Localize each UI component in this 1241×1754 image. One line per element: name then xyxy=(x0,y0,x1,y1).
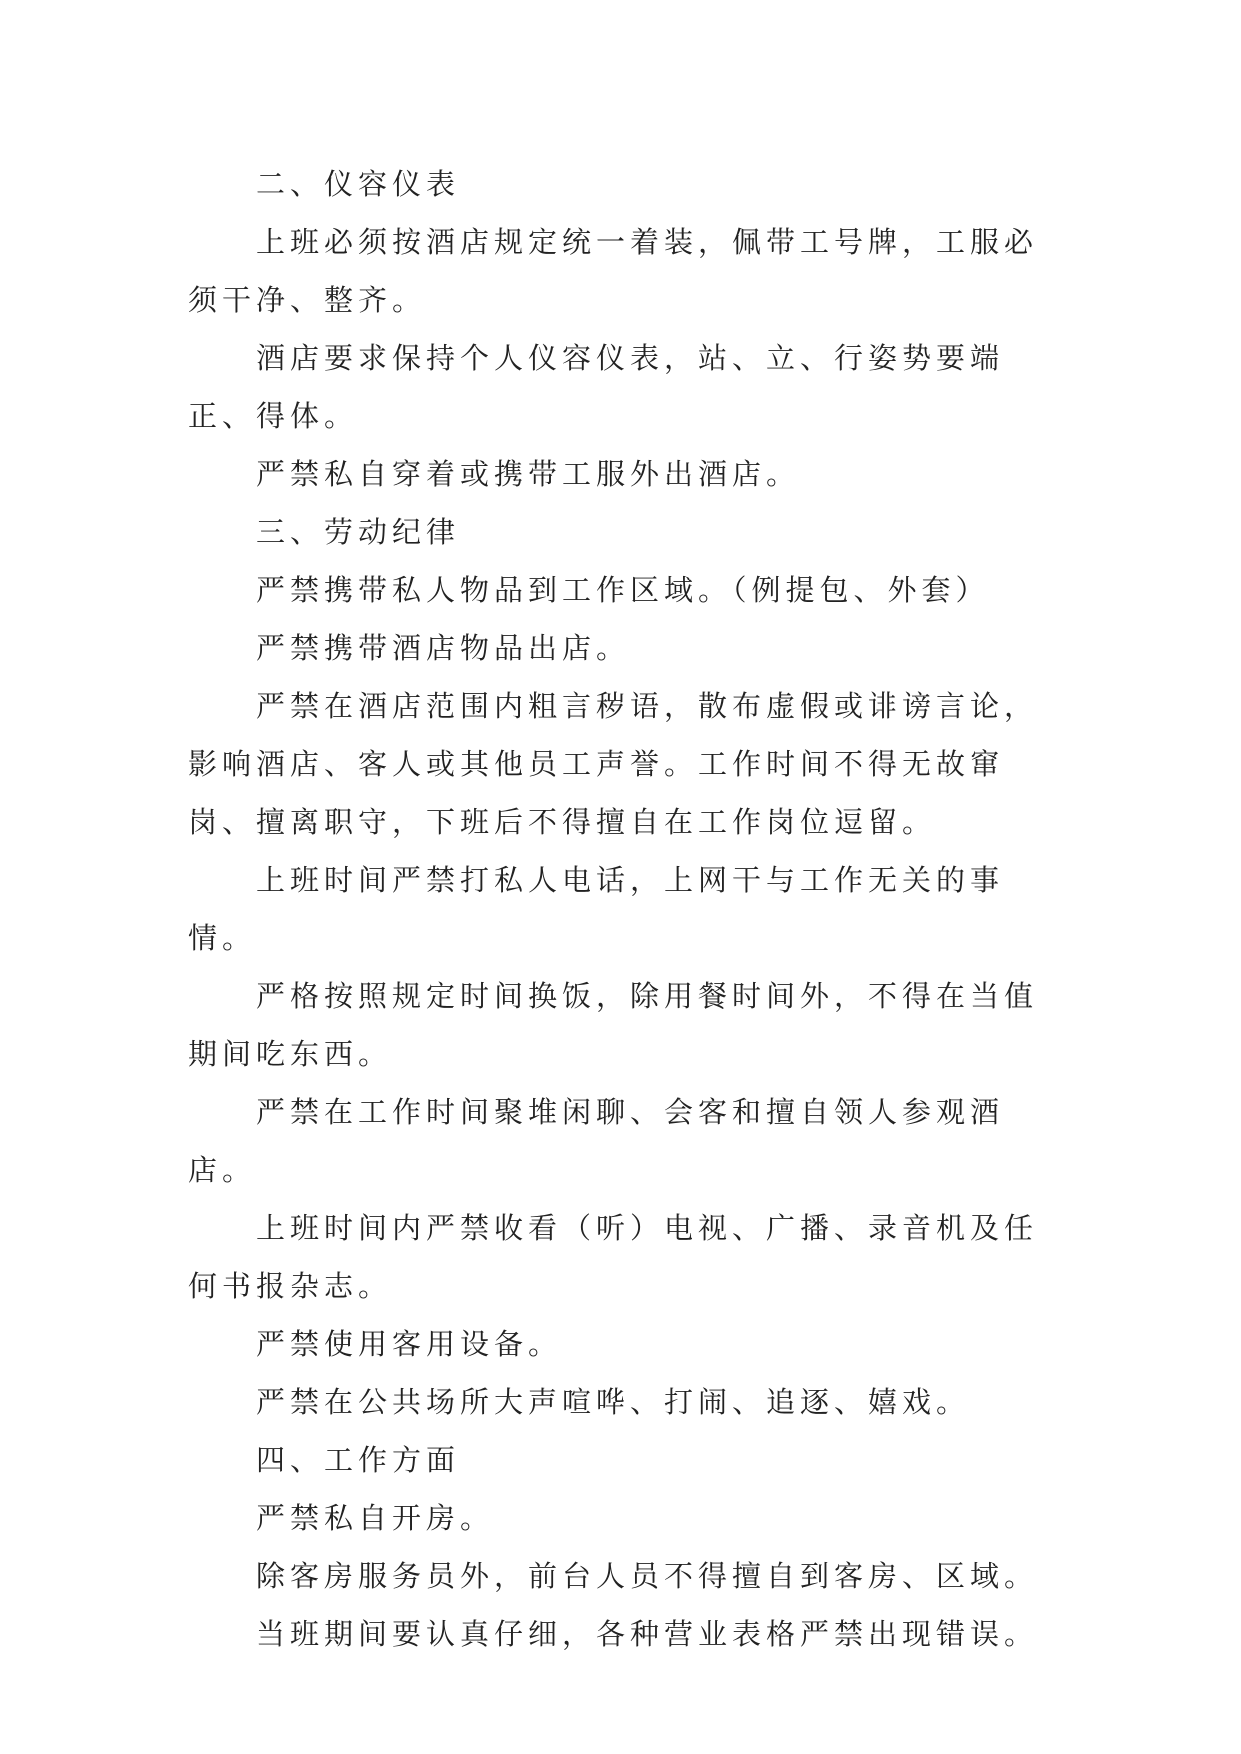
paragraph: 严禁在酒店范围内粗言秽语，散布虚假或诽谤言论，影响酒店、客人或其他员工声誉。工作时间不得无故窜岗、擅离职守，下班后不得擅自在工作岗位逗留。 xyxy=(188,689,1039,839)
paragraph: 严禁在工作时间聚堆闲聊、会客和擅自领人参观酒店。 xyxy=(188,1095,1005,1187)
paragraph: 严禁使用客用设备。 xyxy=(256,1327,563,1361)
paragraph: 上班时间内严禁收看（听）电视、广播、录音机及任何书报杂志。 xyxy=(188,1211,1039,1303)
paragraph: 当班期间要认真仔细，各种营业表格严禁出现错误。 xyxy=(256,1617,1039,1651)
paragraph: 严禁在公共场所大声喧哗、打闹、追逐、嬉戏。 xyxy=(256,1385,971,1419)
section-heading-appearance: 二、仪容仪表 xyxy=(256,167,461,201)
paragraph: 严格按照规定时间换饭，除用餐时间外，不得在当值期间吃东西。 xyxy=(188,979,1039,1071)
document-body xyxy=(188,155,1068,1663)
paragraph: 严禁私自开房。 xyxy=(256,1501,495,1535)
paragraph: 严禁私自穿着或携带工服外出酒店。 xyxy=(256,457,801,491)
paragraph: 上班时间严禁打私人电话，上网干与工作无关的事情。 xyxy=(188,863,1005,955)
paragraph: 酒店要求保持个人仪容仪表，站、立、行姿势要端正、得体。 xyxy=(188,341,1005,433)
paragraph: 除客房服务员外，前台人员不得擅自到客房、区域。 xyxy=(256,1559,1039,1593)
section-heading-discipline: 三、劳动纪律 xyxy=(256,515,461,549)
paragraph: 严禁携带私人物品到工作区域。（例提包、外套） xyxy=(256,573,990,607)
paragraph: 严禁携带酒店物品出店。 xyxy=(256,631,631,665)
section-heading-work: 四、工作方面 xyxy=(256,1443,461,1477)
paragraph: 上班必须按酒店规定统一着装，佩带工号牌，工服必须干净、整齐。 xyxy=(188,225,1039,317)
